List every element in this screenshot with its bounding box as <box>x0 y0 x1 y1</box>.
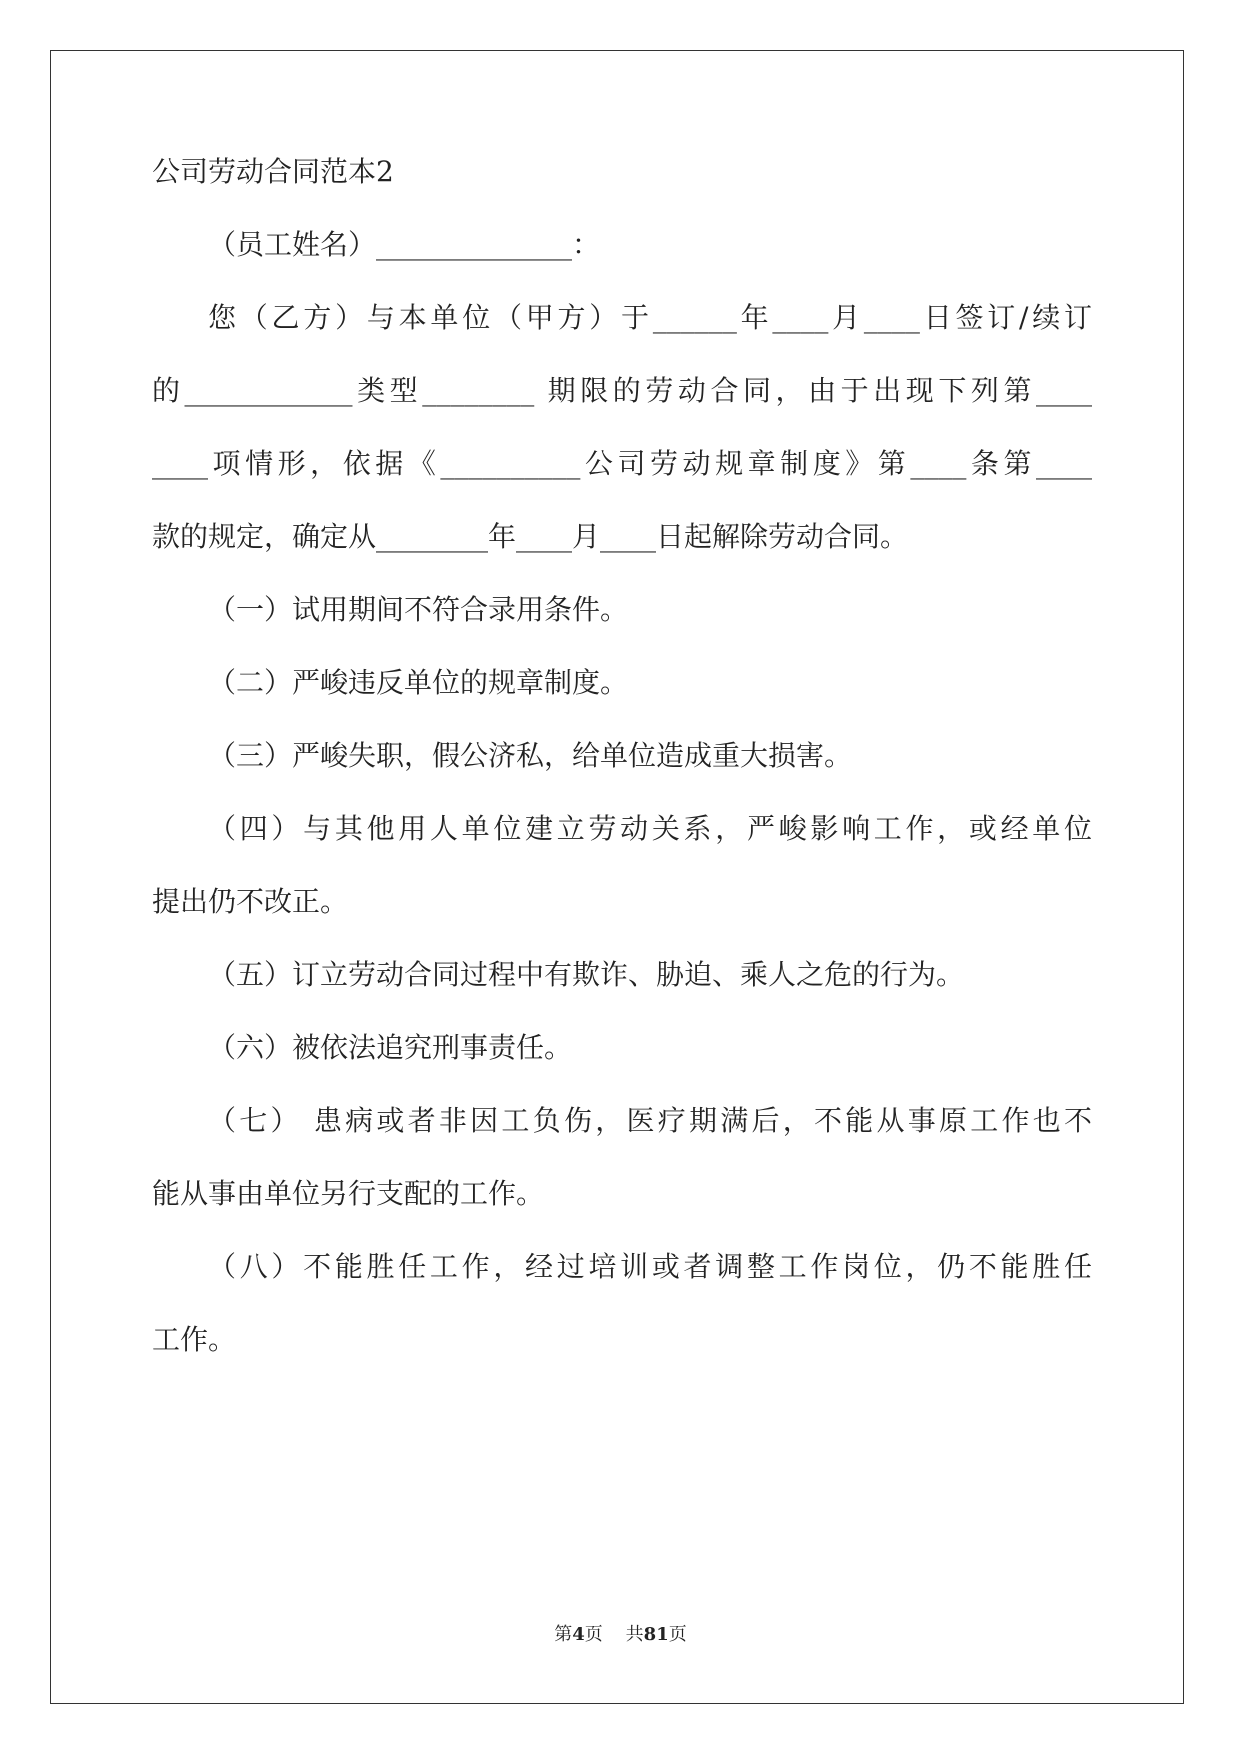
page-number: 4 <box>572 1624 585 1645</box>
paragraph-line: （三）严峻失职，假公济私，给单位造成重大损害。 <box>208 739 853 772</box>
paragraph-line: 款的规定，确定从________年____月____日起解除劳动合同。 <box>152 520 909 553</box>
paragraph-line: （五）订立劳动合同过程中有欺诈、胁迫、乘人之危的行为。 <box>208 958 965 991</box>
paragraph-line: （四）与其他用人单位建立劳动关系，严峻影响工作，或经单位 <box>208 812 1092 845</box>
total-suffix: 页 <box>668 1624 687 1645</box>
page-prefix: 第 <box>554 1624 573 1645</box>
paragraph-line: 能从事由单位另行支配的工作。 <box>152 1177 545 1210</box>
paragraph-line: 提出仍不改正。 <box>152 885 349 918</box>
page-footer <box>0 1620 1241 1646</box>
paragraph-line: （员工姓名）______________： <box>208 228 601 261</box>
paragraph-line: 工作。 <box>152 1323 237 1356</box>
paragraph-line: 您（乙方）与本单位（甲方）于______年____月____日签订/续订 <box>208 301 1092 334</box>
page-suffix: 页 <box>584 1624 603 1645</box>
paragraph-line: ____项情形，依据《__________公司劳动规章制度》第____条第____ <box>152 447 1092 480</box>
paragraph-line: （六）被依法追究刑事责任。 <box>208 1031 573 1064</box>
paragraph-line: 的____________类型________ 期限的劳动合同，由于出现下列第____ <box>152 374 1092 407</box>
total-prefix: 共 <box>625 1624 644 1645</box>
total-pages: 81 <box>643 1624 669 1645</box>
paragraph-line: （七） 患病或者非因工负伤，医疗期满后，不能从事原工作也不 <box>208 1104 1092 1137</box>
paragraph-line: （八）不能胜任工作，经过培训或者调整工作岗位，仍不能胜任 <box>208 1250 1092 1283</box>
document-title: 公司劳动合同范本2 <box>152 155 394 188</box>
paragraph-line: （一）试用期间不符合录用条件。 <box>208 593 629 626</box>
paragraph-line: （二）严峻违反单位的规章制度。 <box>208 666 629 699</box>
